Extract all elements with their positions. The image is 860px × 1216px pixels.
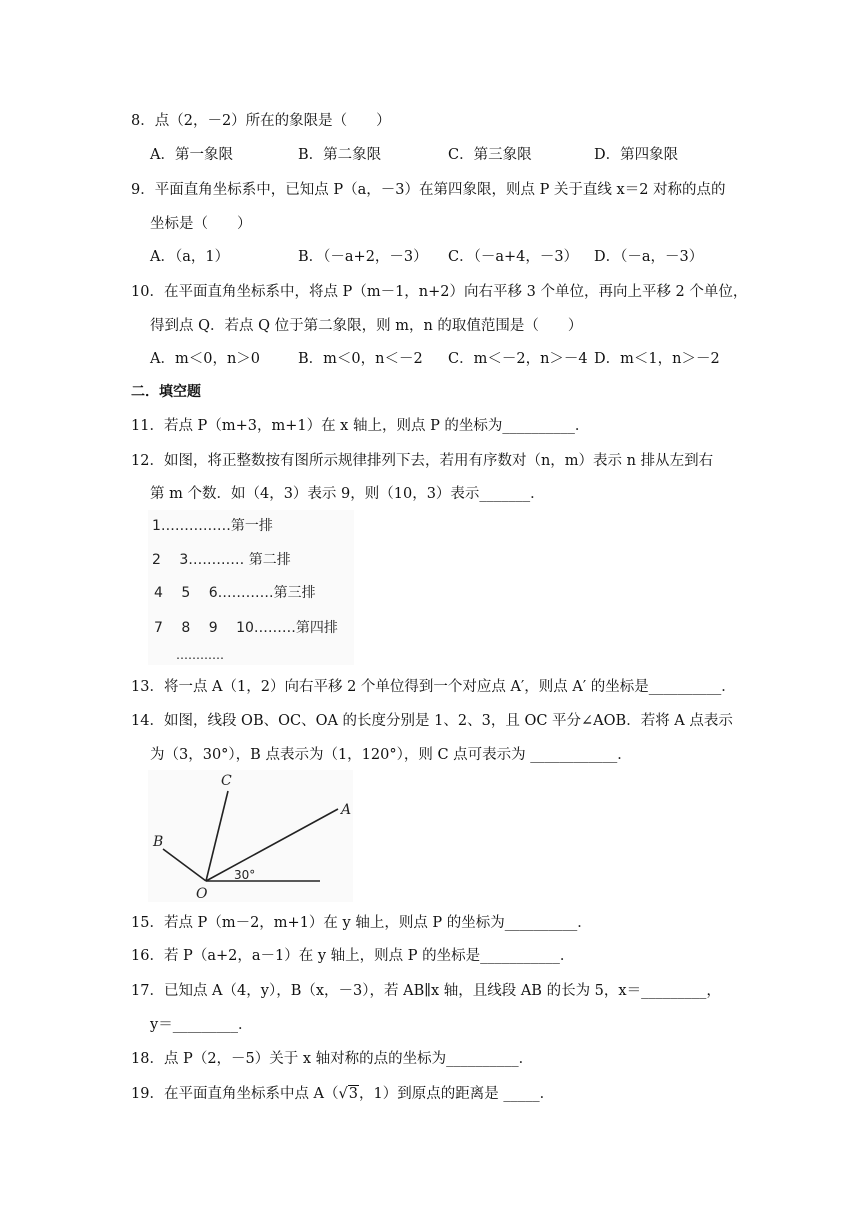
question-19-prefix: 19．在平面直角坐标系中点 A（ <box>131 1086 339 1102</box>
q8-option-d: D．第四象限 <box>594 147 679 163</box>
label-a: A <box>341 802 352 818</box>
section-heading-fill-in: 二．填空题 <box>131 384 201 400</box>
question-17-stem-line2: y＝_________． <box>150 1017 253 1033</box>
question-18: 18．点 P（2，－5）关于 x 轴对称的点的坐标为__________． <box>131 1051 534 1067</box>
question-13: 13．将一点 A（1，2）向右平移 2 个单位得到一个对应点 A′，则点 A′ 的坐标是__________． <box>131 679 736 695</box>
sqrt-symbol: √3 <box>338 1086 359 1102</box>
label-angle-30: 30° <box>234 868 256 882</box>
q10-option-c: C．m＜－2，n＞－4 <box>448 351 588 367</box>
figure-row-4: 7 8 9 10………第四排 <box>154 620 338 636</box>
q8-option-a: A．第一象限 <box>150 147 233 163</box>
figure-row-1: 1……………第一排 <box>152 518 273 534</box>
number-arrangement-figure <box>148 510 354 665</box>
q9-option-b: B．（－a+2，－3） <box>298 249 428 265</box>
q10-option-b: B．m＜0，n＜－2 <box>298 351 423 367</box>
segment-ob <box>163 849 206 881</box>
figure-row-ellipsis: ………… <box>176 648 224 662</box>
segment-oc <box>206 791 228 881</box>
segment-oa <box>206 809 338 881</box>
question-10-stem-line1: 10．在平面直角坐标系中，将点 P（m－1，n+2）向右平移 3 个单位，再向上平移 2 个单位， <box>131 284 748 300</box>
label-c: C <box>221 773 232 789</box>
label-b: B <box>153 834 164 850</box>
question-9-stem-line2: 坐标是（ ） <box>150 216 252 232</box>
q8-option-b: B．第二象限 <box>298 147 382 163</box>
angle-figure <box>148 770 353 902</box>
question-8-stem: 8．点（2，－2）所在的象限是（ ） <box>131 113 391 129</box>
q8-option-c: C．第三象限 <box>448 147 532 163</box>
angle-diagram <box>148 770 353 902</box>
question-19-suffix: ，1）到原点的距离是 _____． <box>359 1086 555 1102</box>
q9-option-c: C．（－a+4，－3） <box>448 249 579 265</box>
question-11: 11．若点 P（m+3，m+1）在 x 轴上，则点 P 的坐标为__________． <box>131 418 590 434</box>
figure-row-2: 2 3………… 第二排 <box>152 552 291 568</box>
question-17-stem-line1: 17．已知点 A（4，y），B（x，－3），若 AB∥x 轴，且线段 AB 的长为 5，x＝_________， <box>131 983 721 999</box>
sqrt-radicand: 3 <box>348 1086 359 1102</box>
question-12-stem-line1: 12．如图，将正整数按有图所示规律排列下去，若用有序数对（n，m）表示 n 排从左到右 <box>131 453 714 469</box>
q9-option-a: A．（a，1） <box>150 249 230 265</box>
q10-option-d: D．m＜1，n＞－2 <box>594 351 720 367</box>
q10-option-a: A．m＜0，n＞0 <box>150 351 261 367</box>
figure-row-3: 4 5 6…………第三排 <box>154 585 316 601</box>
question-9-stem-line1: 9．平面直角坐标系中，已知点 P（a，－3）在第四象限，则点 P 关于直线 x＝2 对称的点的 <box>131 182 726 198</box>
question-15: 15．若点 P（m－2，m+1）在 y 轴上，则点 P 的坐标为__________． <box>131 915 592 931</box>
q9-option-d: D．（－a，－3） <box>594 249 704 265</box>
question-12-stem-line2: 第 m 个数．如（4，3）表示 9，则（10，3）表示_______． <box>150 486 545 502</box>
question-16: 16．若 P（a+2，a－1）在 y 轴上，则点 P 的坐标是___________． <box>131 948 575 964</box>
question-14-stem-line1: 14．如图，线段 OB、OC、OA 的长度分别是 1、2、3，且 OC 平分∠AOB．若将 A 点表示 <box>131 713 733 729</box>
label-o: O <box>196 886 208 902</box>
question-14-stem-line2: 为（3，30°），B 点表示为（1，120°），则 C 点可表示为 ____________． <box>150 747 632 763</box>
question-19 <box>131 1084 554 1104</box>
question-10-stem-line2: 得到点 Q．若点 Q 位于第二象限，则 m，n 的取值范围是（ ） <box>150 318 583 334</box>
